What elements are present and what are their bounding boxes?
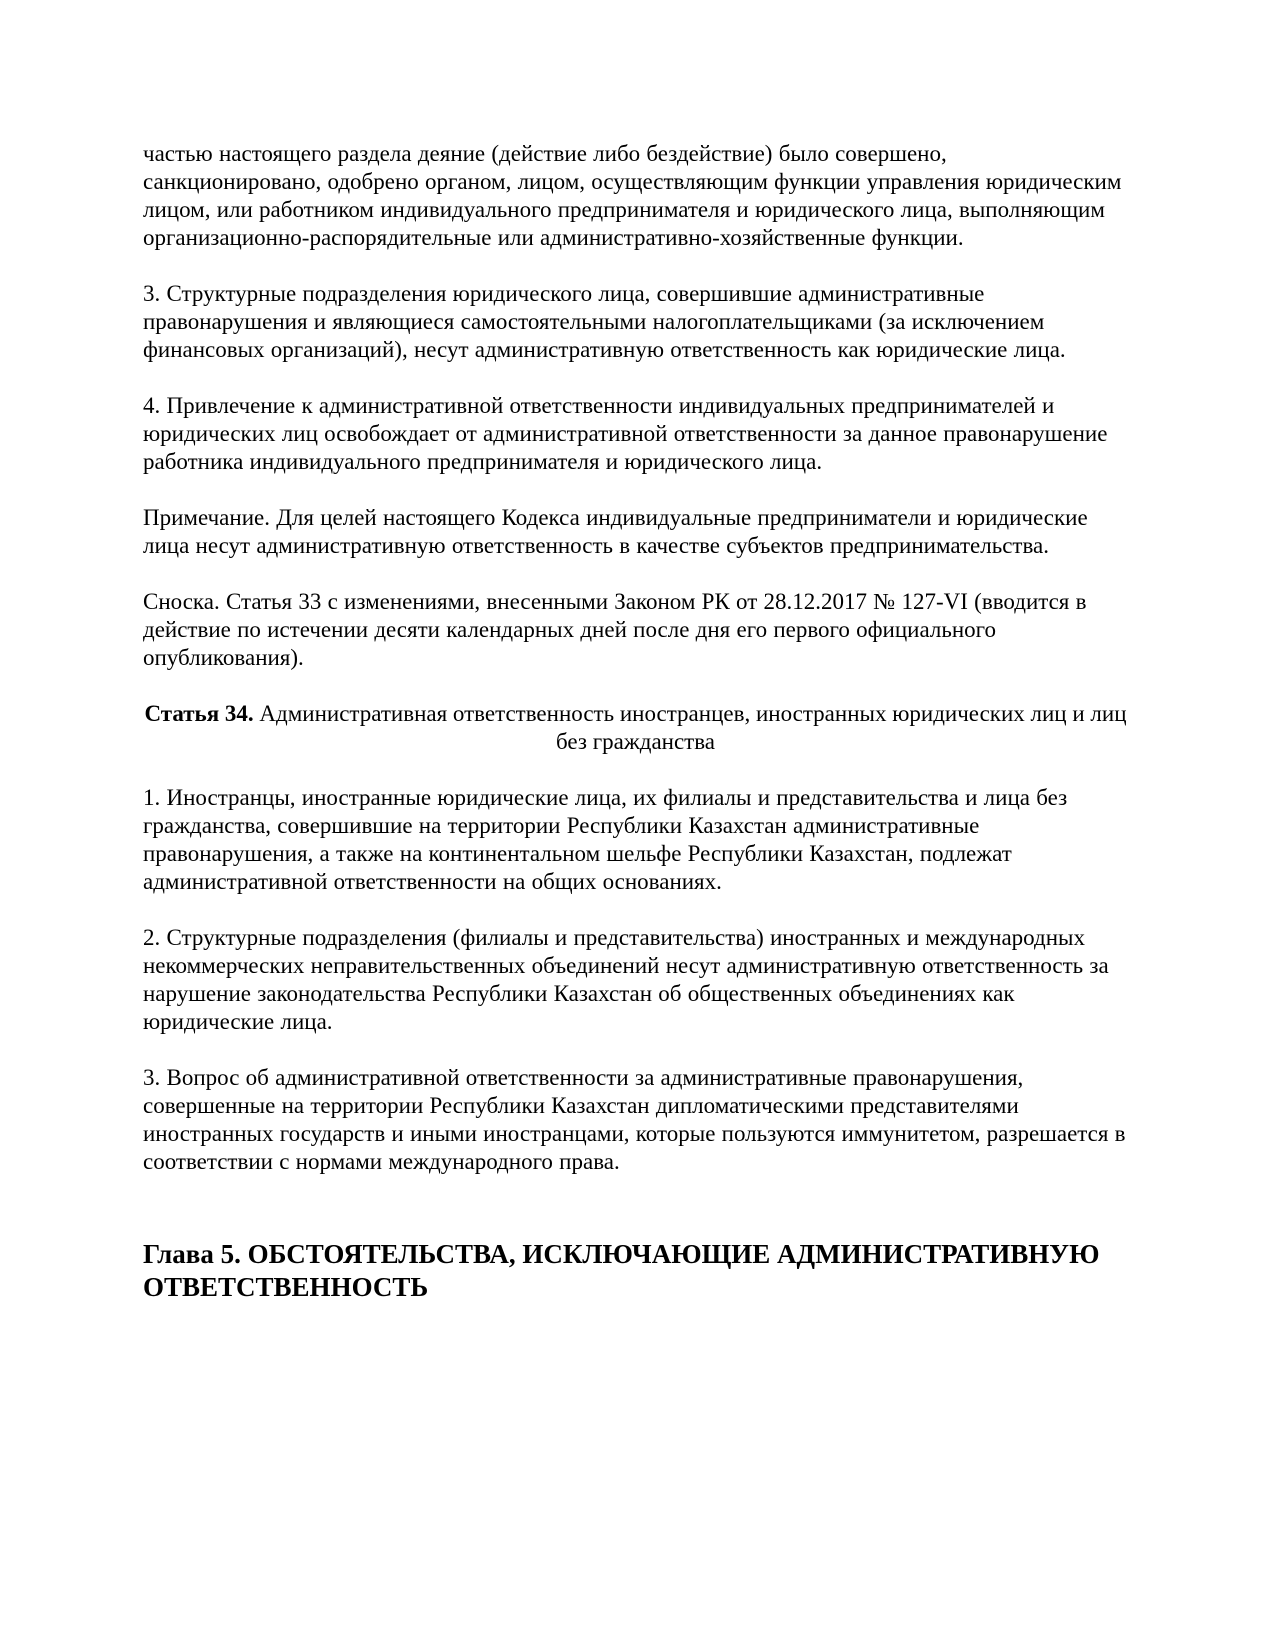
article34-heading-number: Статья 34.	[144, 701, 254, 726]
article34-paragraph-3: 3. Вопрос об административной ответственности за административные правонарушения, совершенные на территории Республики Казахстан дипломатическими представителями иностранных государств и иными иностранцами, которые пользуются иммунитетом, разрешается в соответствии с нормами международного права.	[143, 1065, 1126, 1174]
document-body	[143, 140, 1128, 1304]
article33-footnote: Сноска. Статья 33 с изменениями, внесенными Законом РК от 28.12.2017 № 127-VI (вводится в действие по истечении десяти календарных дней после дня его первого официального опубликования).	[143, 589, 1087, 670]
article34-paragraph-1: 1. Иностранцы, иностранные юридические лица, их филиалы и представительства и лица без гражданства, совершившие на территории Республики Казахстан административные правонарушения, а также на континентальном шельфе Республики Казахстан, подлежат административной ответственности на общих основаниях.	[143, 785, 1068, 894]
article33-note: Примечание. Для целей настоящего Кодекса индивидуальные предприниматели и юридические лица несут административную ответственность в качестве субъектов предпринимательства.	[143, 505, 1088, 558]
article33-paragraph-4: 4. Привлечение к административной ответственности индивидуальных предпринимателей и юридических лиц освобождает от административной ответственности за данное правонарушение работника индивидуального предпринимателя и юридического лица.	[143, 393, 1108, 474]
article33-paragraph-3: 3. Структурные подразделения юридического лица, совершившие административные правонарушения и являющиеся самостоятельными налогоплательщиками (за исключением финансовых организаций), несут административную ответственность как юридические лица.	[143, 281, 1066, 362]
chapter5-heading: Глава 5. ОБСТОЯТЕЛЬСТВА, ИСКЛЮЧАЮЩИЕ АДМИНИСТРАТИВНУЮ ОТВЕТСТВЕННОСТЬ	[143, 1239, 1100, 1302]
paragraph-section-continuation: частью настоящего раздела деяние (действие либо бездействие) было совершено, санкционировано, одобрено органом, лицом, осуществляющим функции управления юридическим лицом, или работником индивидуального предпринимателя и юридического лица, выполняющим организационно-распорядительные или административно-хозяйственные функции.	[143, 141, 1122, 250]
article34-paragraph-2: 2. Структурные подразделения (филиалы и представительства) иностранных и международных некоммерческих неправительственных объединений несут административную ответственность за нарушение законодательства Республики Казахстан об общественных объединениях как юридические лица.	[143, 925, 1109, 1034]
article34-heading-title: Административная ответственность иностранцев, иностранных юридических лиц и лиц без гражданства	[253, 701, 1127, 754]
article34-heading	[143, 700, 1128, 756]
